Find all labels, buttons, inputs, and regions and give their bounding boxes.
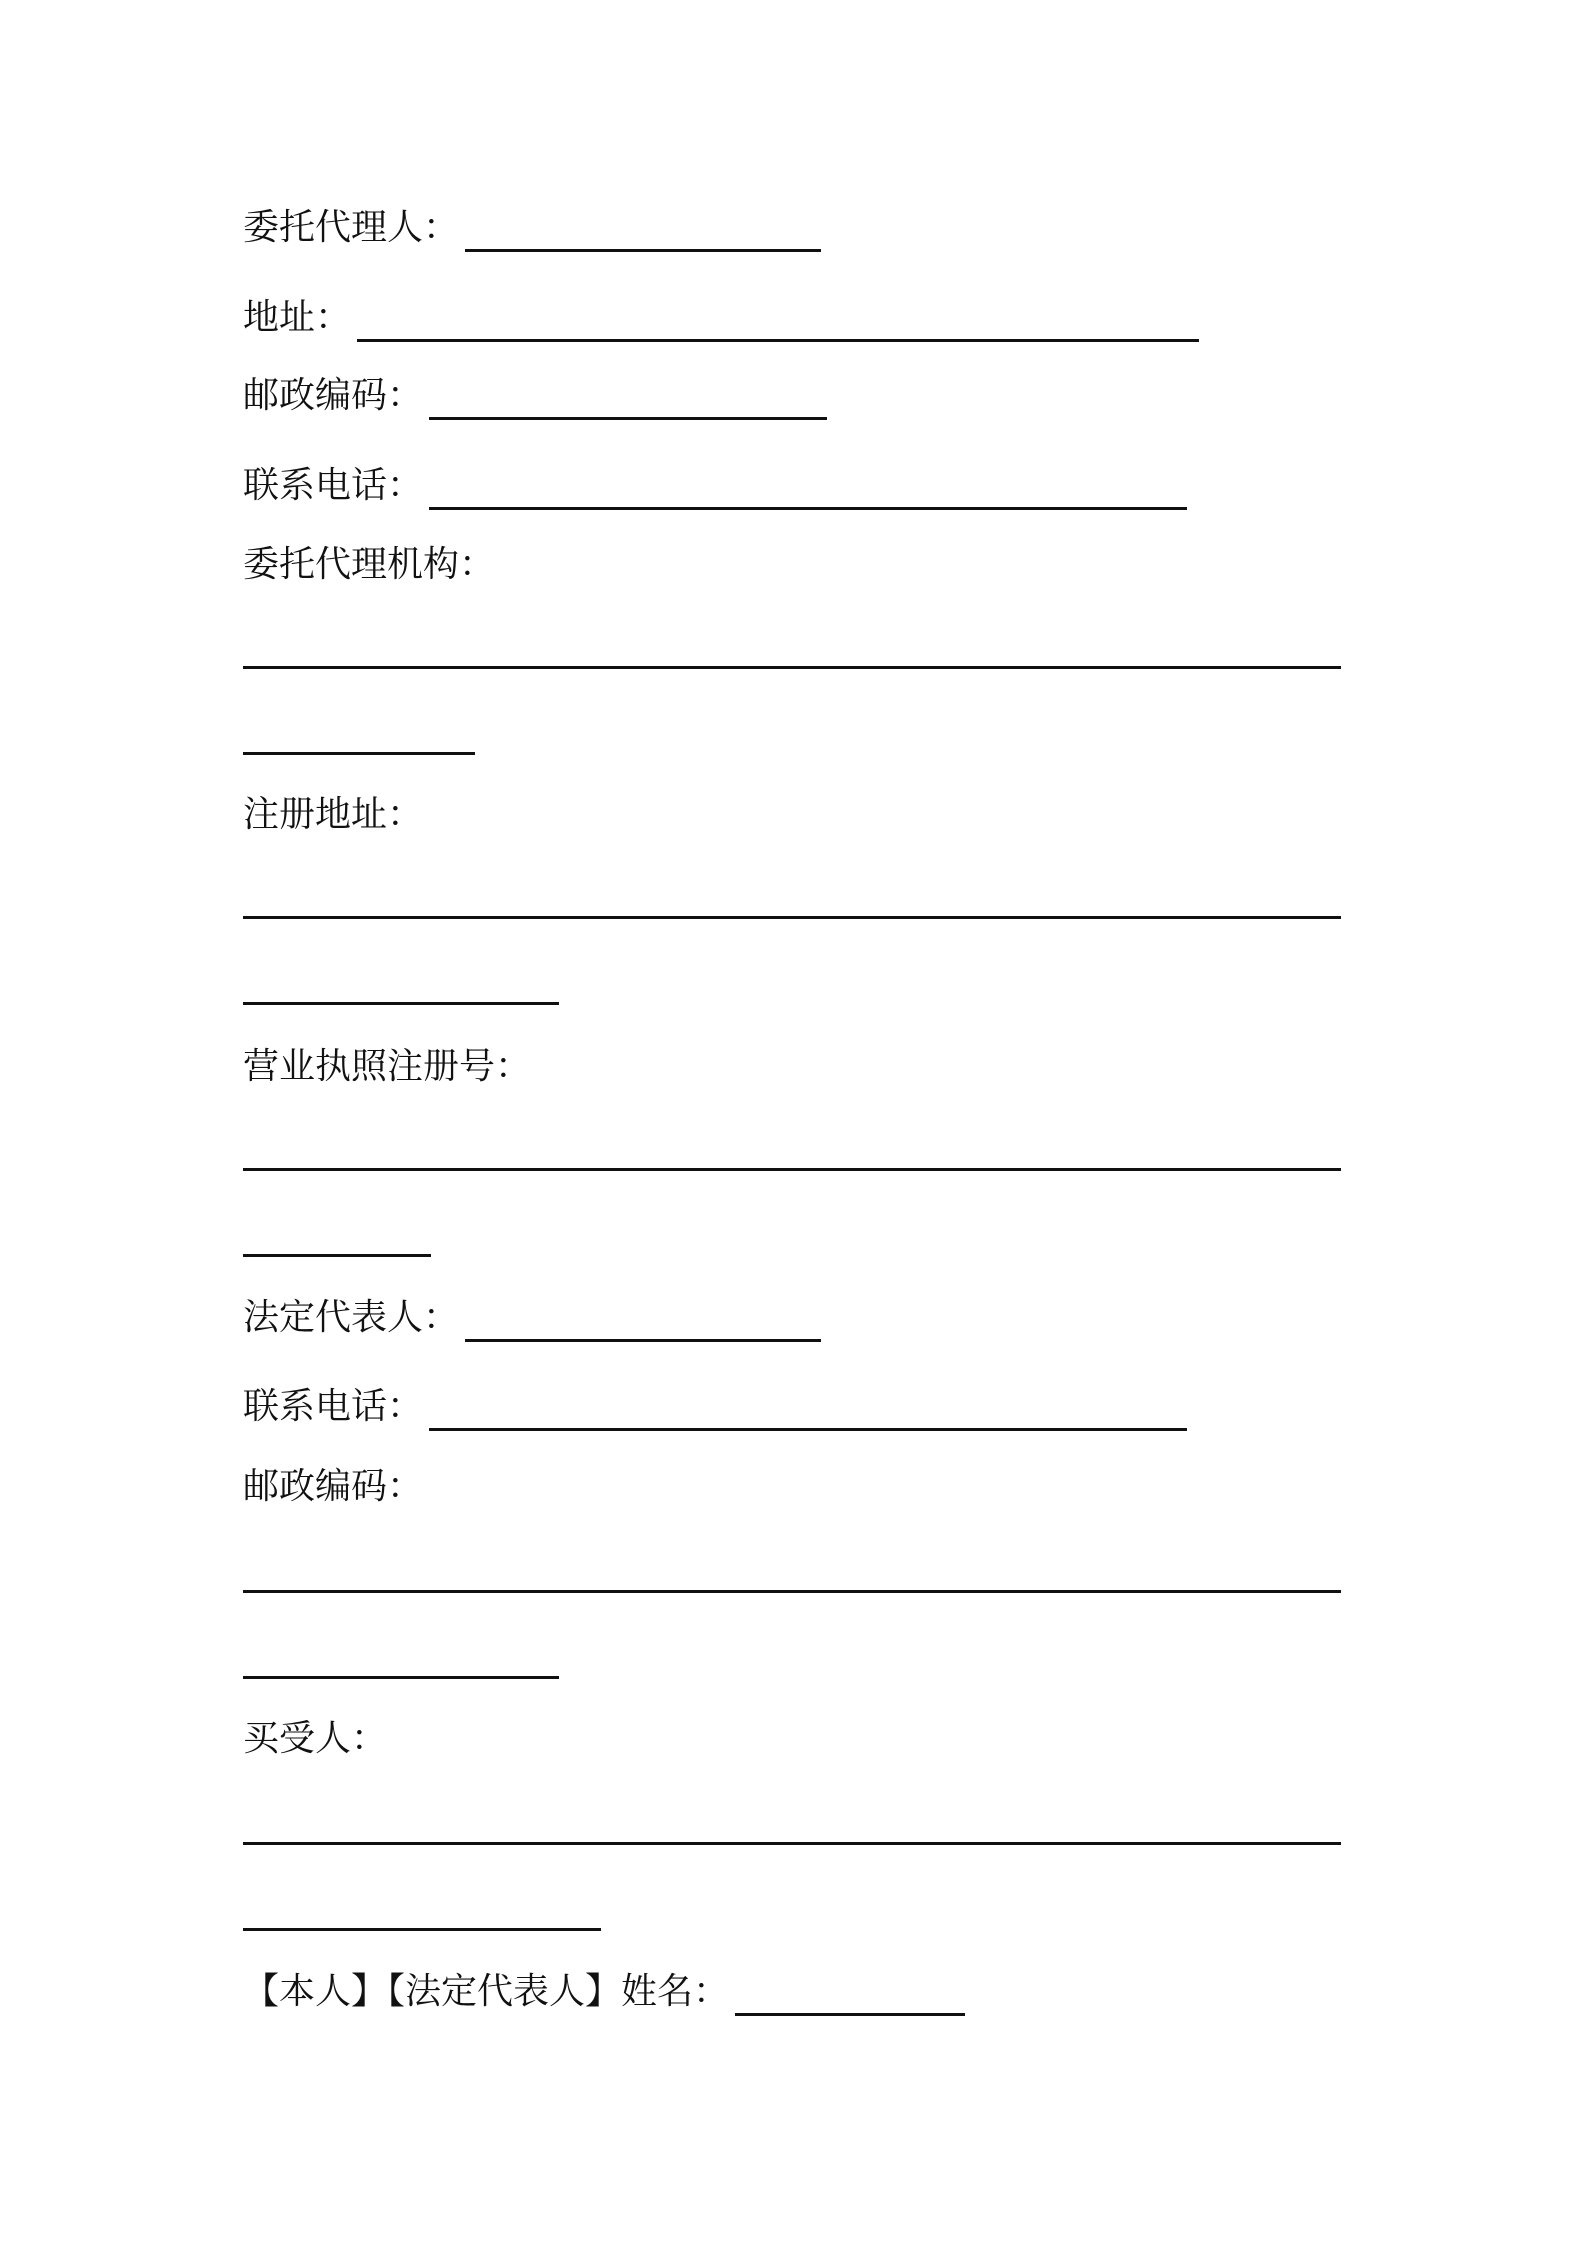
buyer-row <box>243 1715 387 1763</box>
phone-label: 联系电话： <box>243 465 424 506</box>
agent-blank[interactable] <box>465 209 821 252</box>
postcode2-row <box>243 1463 423 1511</box>
registered-address-row <box>243 791 423 839</box>
address-row <box>243 294 1199 342</box>
name-row <box>243 1968 965 2016</box>
buyer-label: 买受人： <box>243 1718 388 1759</box>
agency-rule-2[interactable] <box>243 752 475 755</box>
license-rule-2[interactable] <box>243 1254 431 1257</box>
agency-label: 委托代理机构： <box>243 544 496 585</box>
phone2-label: 联系电话： <box>243 1386 424 1427</box>
legal-rep-row <box>243 1294 821 1342</box>
phone-row <box>243 462 1187 510</box>
legal-rep-label: 法定代表人： <box>243 1297 460 1338</box>
postcode-label: 邮政编码： <box>243 375 424 416</box>
postcode2-rule-2[interactable] <box>243 1676 559 1679</box>
license-label: 营业执照注册号： <box>243 1046 532 1087</box>
postcode2-rule-1[interactable] <box>243 1590 1341 1593</box>
registered-address-rule-2[interactable] <box>243 1002 559 1005</box>
registered-address-rule-1[interactable] <box>243 916 1341 919</box>
phone2-blank[interactable] <box>429 1388 1187 1431</box>
buyer-rule-2[interactable] <box>243 1928 601 1931</box>
agent-label: 委托代理人： <box>243 207 460 248</box>
license-row <box>243 1043 531 1091</box>
phone2-row <box>243 1383 1187 1431</box>
agent-row <box>243 204 821 252</box>
legal-rep-blank[interactable] <box>465 1299 821 1342</box>
name-label: 【本人】【法定代表人】姓名： <box>243 1971 730 2012</box>
postcode-row <box>243 372 827 420</box>
name-blank[interactable] <box>735 1973 965 2016</box>
address-blank[interactable] <box>357 299 1199 342</box>
registered-address-label: 注册地址： <box>243 794 424 835</box>
license-rule-1[interactable] <box>243 1168 1341 1171</box>
phone-blank[interactable] <box>429 467 1187 510</box>
buyer-rule-1[interactable] <box>243 1842 1341 1845</box>
postcode2-label: 邮政编码： <box>243 1466 424 1507</box>
agency-row <box>243 541 495 589</box>
address-label: 地址： <box>243 297 352 338</box>
postcode-blank[interactable] <box>429 377 827 420</box>
agency-rule-1[interactable] <box>243 666 1341 669</box>
